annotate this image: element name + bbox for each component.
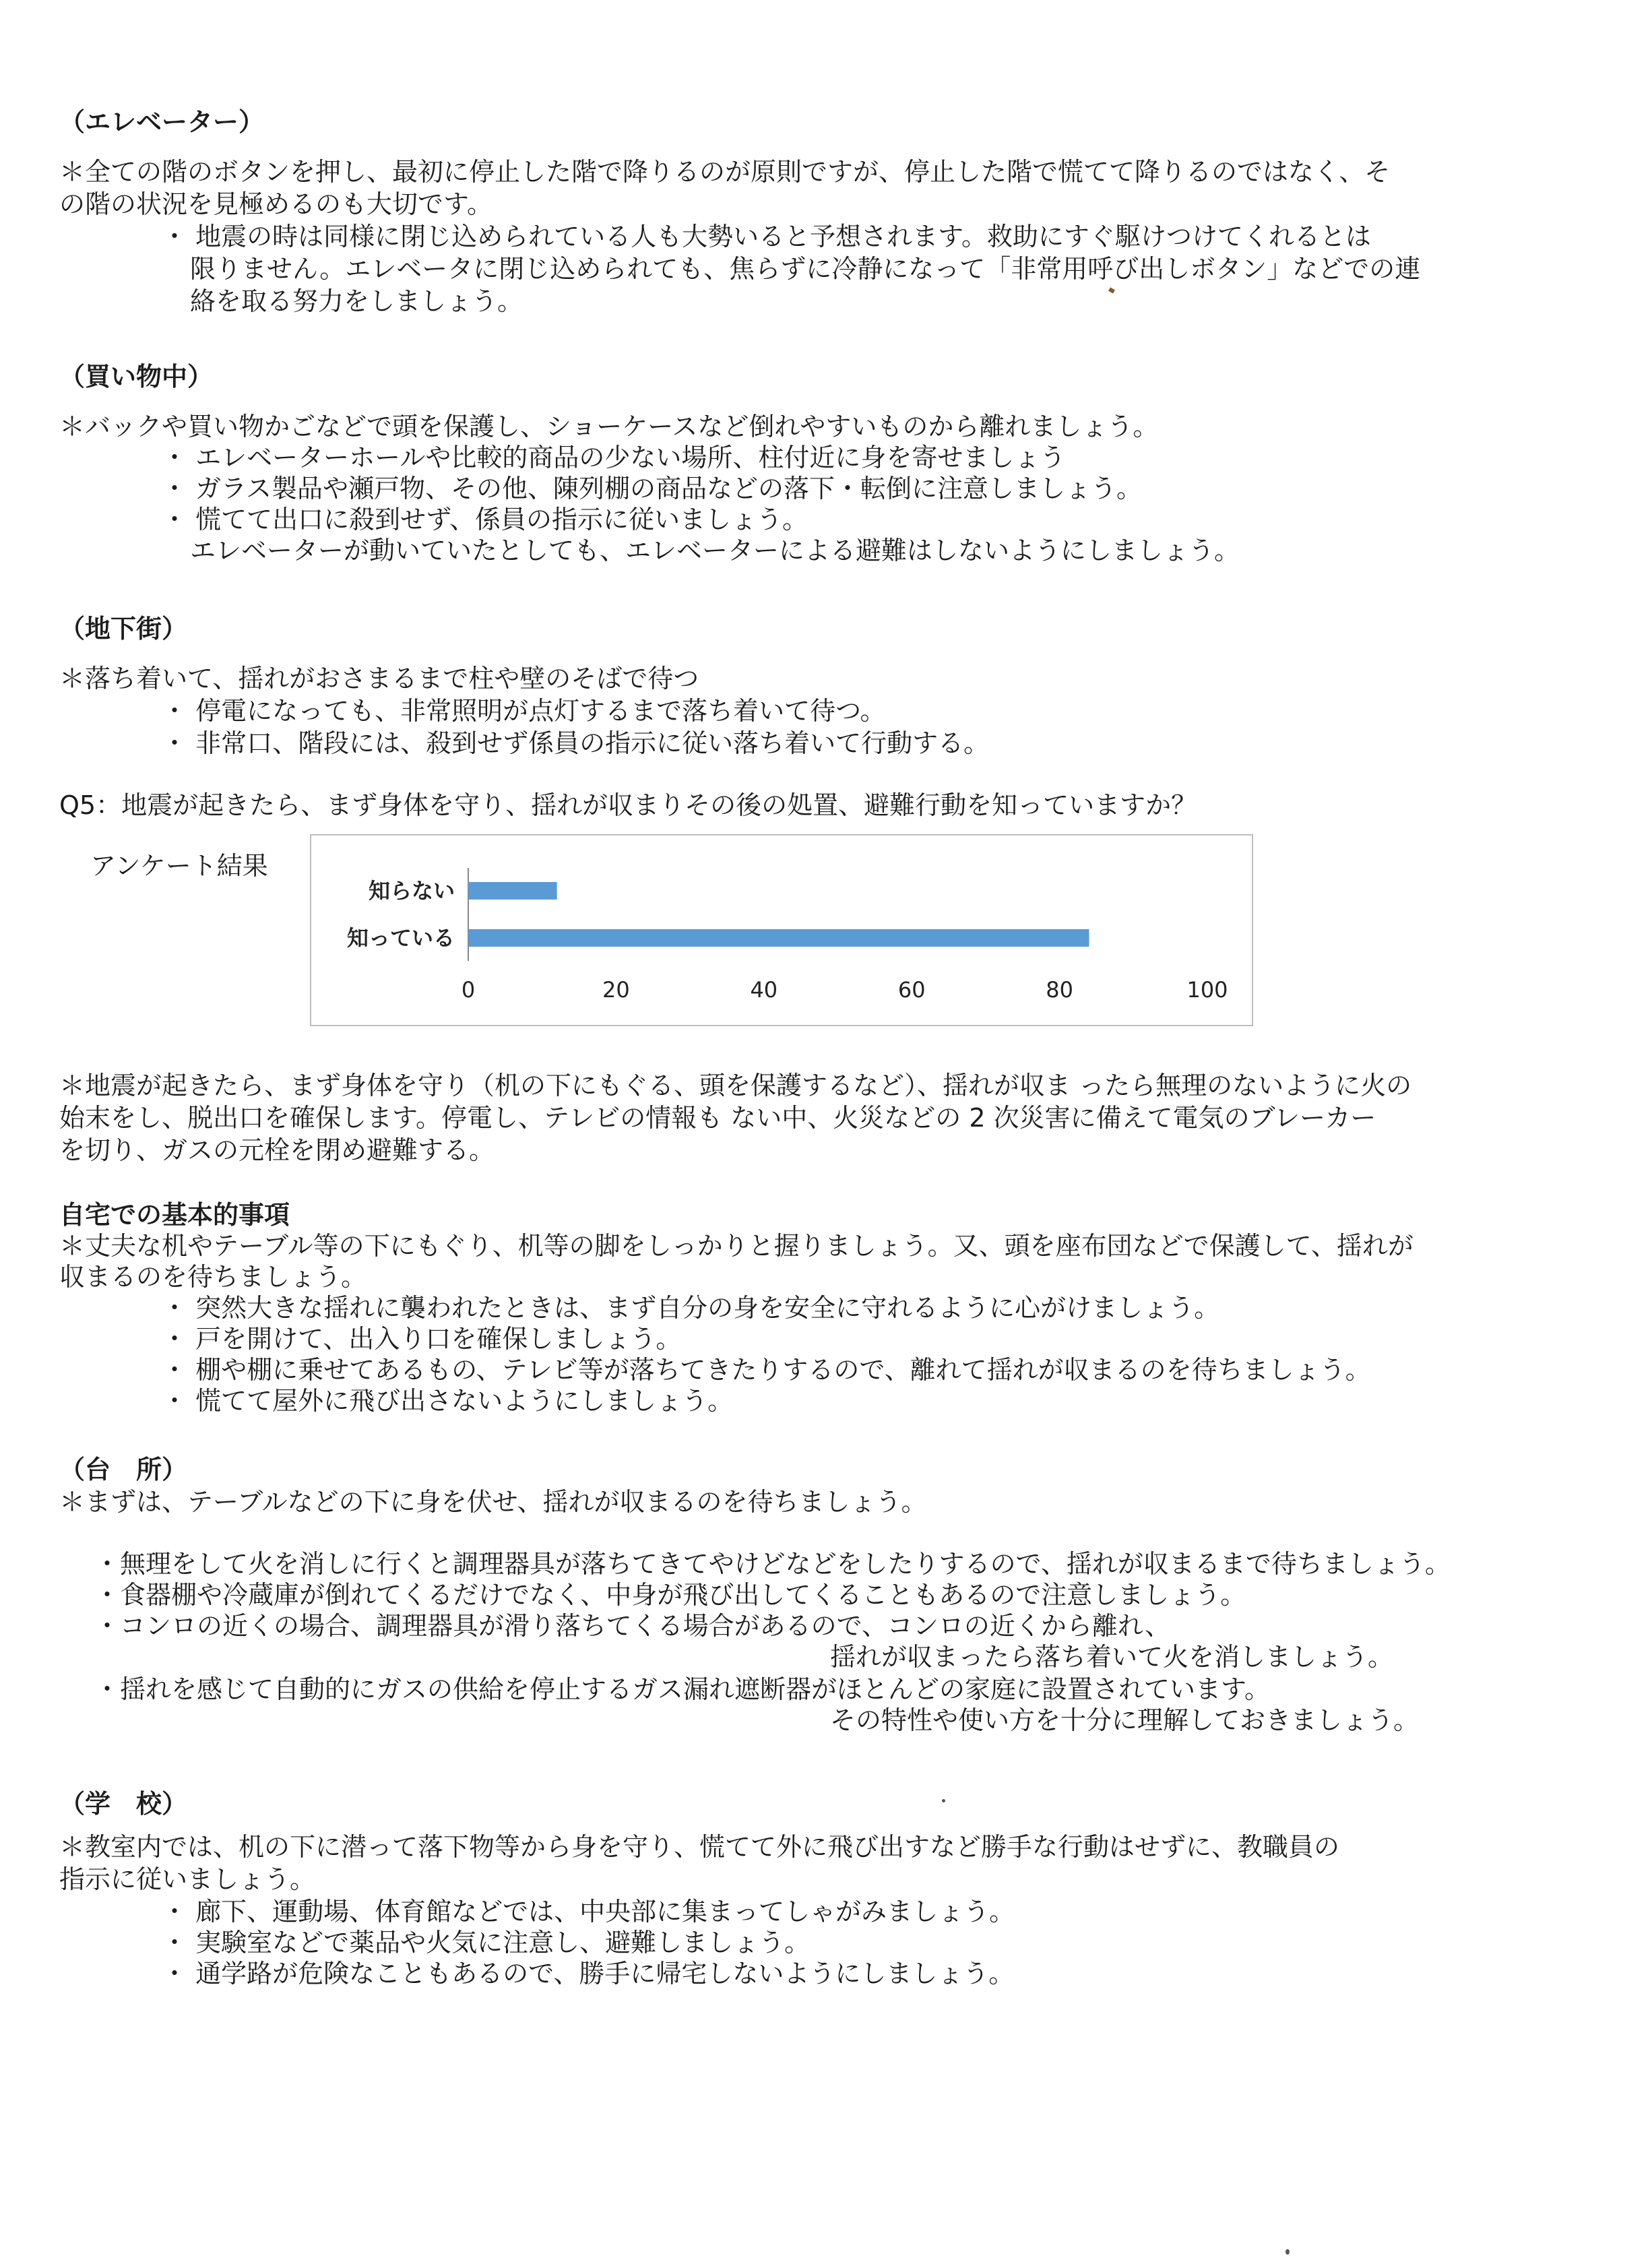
- corner-mark: [1285, 2249, 1290, 2255]
- underground-heading: （地下街）: [59, 614, 188, 643]
- home-text-2: 収まるのを待ちましょう。: [59, 1262, 367, 1292]
- kitchen-bullet-4: ・揺れを感じて自動的にガスの供給を停止するガス漏れ遮断器がほとんどの家庭に設置されています。: [94, 1674, 1270, 1704]
- q5-answer-2: 始末をし、脱出口を確保します。停電し、テレビの情報も ない中、火災などの 2 次災害に備えて電気のブレーカー: [59, 1103, 1376, 1133]
- kitchen-bullet-1: ・無理をして火を消しに行くと調理器具が落ちてきてやけどなどをしたりするので、揺れが収まるまで待ちましょう。: [94, 1549, 1451, 1579]
- shopping-text: ＊バックや買い物かごなどで頭を保護し、ショーケースなど倒れやすいものから離れましょう。: [59, 412, 1159, 441]
- elevator-bullet-1-cont2: 絡を取る努力をしましょう。: [190, 286, 523, 316]
- elevator-heading: （エレベーター）: [59, 107, 265, 137]
- home-heading: 自宅での基本的事項: [59, 1200, 290, 1230]
- chart-category-label: 知らない: [368, 878, 455, 904]
- stray-dot: [942, 1799, 945, 1802]
- chart-tick-label: 80: [1046, 977, 1073, 1003]
- shopping-bullet-1: ・ エレベーターホールや比較的商品の少ない場所、柱付近に身を寄せましょう: [162, 443, 1066, 472]
- kitchen-bullet-3-cont: 揺れが収まったら落ち着いて火を消しましょう。: [830, 1642, 1394, 1672]
- q5-answer-3: を切り、ガスの元栓を閉め避難する。: [59, 1135, 495, 1165]
- survey-label: アンケート結果: [90, 851, 268, 881]
- home-bullet-2: ・ 戸を開けて、出入り口を確保しましょう。: [162, 1324, 682, 1354]
- pencil-mark: [1108, 287, 1115, 293]
- underground-bullet-1: ・ 停電になっても、非常照明が点灯するまで落ち着いて待つ。: [162, 696, 886, 726]
- kitchen-bullet-3: ・コンロの近くの場合、調理器具が滑り落ちてくる場合があるので、コンロの近くから離れ、: [94, 1611, 1171, 1641]
- shopping-bullet-3: ・ 慌てて出口に殺到せず、係員の指示に従いましょう。: [162, 505, 808, 534]
- kitchen-text: ＊まずは、テーブルなどの下に身を伏せ、揺れが収まるのを待ちましょう。: [59, 1487, 927, 1517]
- elevator-bullet-1: ・ 地震の時は同様に閉じ込められている人も大勢いると予想されます。救助にすぐ駆けつけてくれるとは: [162, 222, 1372, 251]
- q5-answer-1: ＊地震が起きたら、まず身体を守り（机の下にもぐる、頭を保護するなど）、揺れが収ま ったら無理のないように火の: [59, 1071, 1412, 1100]
- home-bullet-1: ・ 突然大きな揺れに襲われたときは、まず自分の身を安全に守れるように心がけましょう。: [162, 1293, 1220, 1323]
- kitchen-bullet-4-cont: その特性や使い方を十分に理解しておきましょう。: [830, 1705, 1420, 1735]
- home-bullet-3: ・ 棚や棚に乗せてあるもの、テレビ等が落ちてきたりするので、離れて揺れが収まるのを待ちましょう。: [162, 1355, 1371, 1385]
- shopping-bullet-2: ・ ガラス製品や瀬戸物、その他、陳列棚の商品などの落下・転倒に注意しましょう。: [162, 474, 1142, 503]
- chart-bar: [468, 882, 557, 900]
- school-text-2: 指示に従いましょう。: [59, 1864, 316, 1894]
- survey-chart: [310, 834, 1253, 1026]
- home-bullet-4: ・ 慌てて屋外に飛び出さないようにしましょう。: [162, 1386, 734, 1416]
- kitchen-bullet-2: ・食器棚や冷蔵庫が倒れてくるだけでなく、中身が飛び出してくることもあるので注意しましょう。: [94, 1580, 1246, 1610]
- chart-tick-label: 40: [750, 977, 778, 1003]
- elevator-text-2: の階の状況を見極めるのも大切です。: [59, 189, 493, 219]
- school-text-1: ＊教室内では、机の下に潜って落下物等から身を守り、慌てて外に飛び出すなど勝手な行動はせずに、教職員の: [59, 1832, 1340, 1862]
- chart-bar: [468, 929, 1089, 947]
- school-bullet-1: ・ 廊下、運動場、体育館などでは、中央部に集まってしゃがみましょう。: [162, 1897, 1015, 1926]
- chart-category-label: 知っている: [346, 925, 455, 951]
- school-bullet-2: ・ 実験室などで薬品や火気に注意し、避難しましょう。: [162, 1928, 811, 1957]
- chart-tick-label: 0: [461, 977, 476, 1003]
- survey-chart-svg: [311, 836, 1252, 1025]
- home-text-1: ＊丈夫な机やテーブル等の下にもぐり、机等の脚をしっかりと握りましょう。又、頭を座布団などで保護して、揺れが: [59, 1231, 1413, 1261]
- shopping-bullet-3-cont: エレベーターが動いていたとしても、エレベーターによる避難はしないようにしましょう。: [190, 536, 1240, 565]
- school-heading: （学 校）: [59, 1789, 188, 1819]
- underground-bullet-2: ・ 非常口、階段には、殺到せず係員の指示に従い落ち着いて行動する。: [162, 728, 990, 758]
- school-bullet-3: ・ 通学路が危険なこともあるので、勝手に帰宅しないようにしましょう。: [162, 1959, 1015, 1988]
- chart-tick-label: 20: [602, 977, 630, 1003]
- q5-question: Q5：地震が起きたら、まず身体を守り、揺れが収まりその後の処置、避難行動を知っていますか？: [59, 790, 1197, 820]
- chart-tick-label: 100: [1186, 977, 1228, 1003]
- elevator-text-1: ＊全ての階のボタンを押し、最初に停止した階で降りるのが原則ですが、停止した階で慌てて降りるのではなく、そ: [59, 157, 1391, 187]
- underground-text: ＊落ち着いて、揺れがおさまるまで柱や壁のそばで待つ: [59, 664, 699, 693]
- chart-tick-label: 60: [897, 977, 926, 1003]
- kitchen-heading: （台 所）: [59, 1455, 188, 1484]
- elevator-bullet-1-cont: 限りません。エレベータに閉じ込められても、焦らずに冷静になって「非常用呼び出しボタン」などでの連: [190, 254, 1421, 284]
- shopping-heading: （買い物中）: [59, 362, 214, 391]
